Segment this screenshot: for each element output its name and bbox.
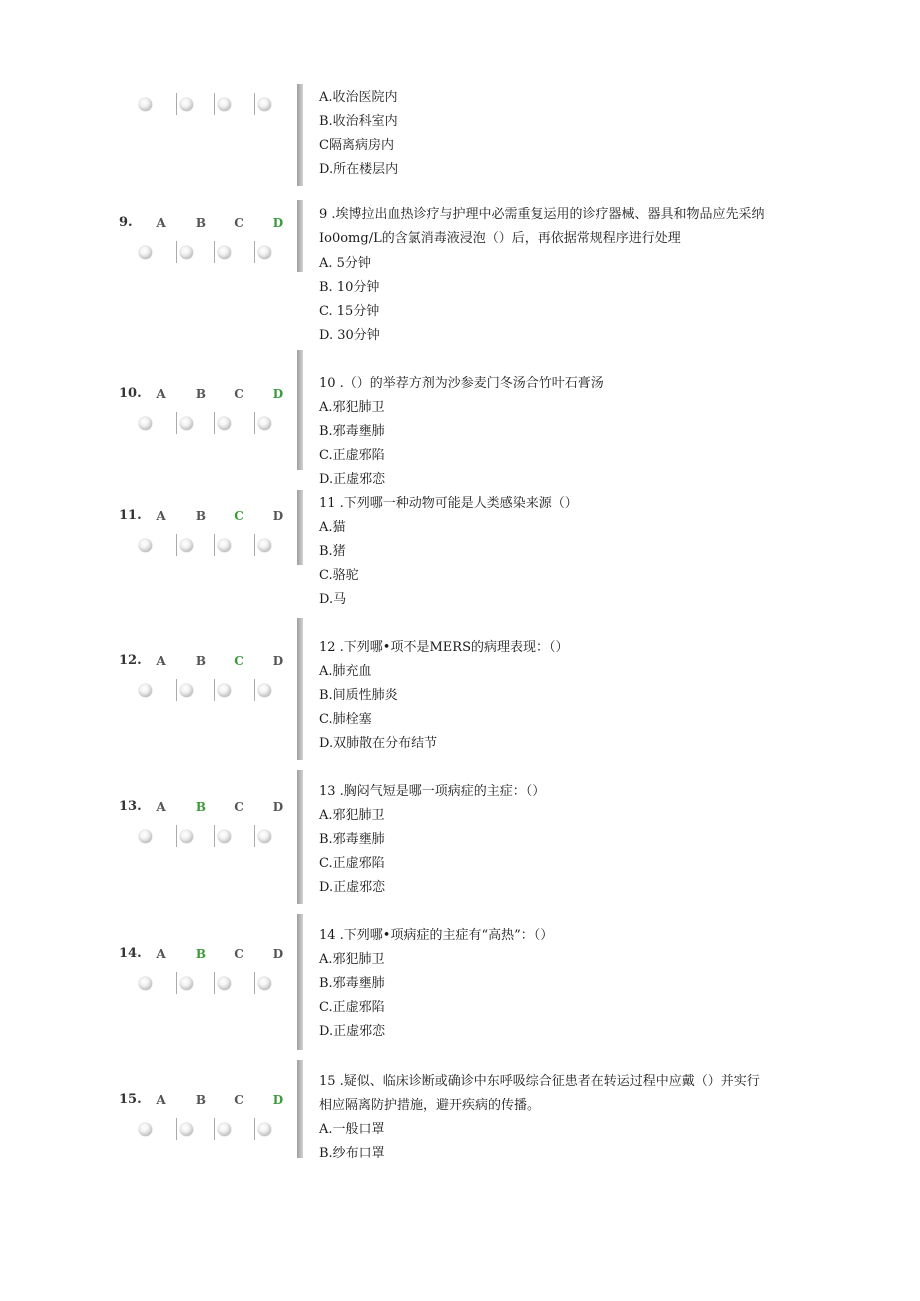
question-separator-bar — [297, 490, 303, 565]
radio-option-b[interactable] — [180, 977, 193, 990]
radio-option-b[interactable] — [180, 1123, 193, 1136]
radio-option-c[interactable] — [218, 977, 231, 990]
radio-option-d[interactable] — [258, 417, 271, 430]
radio-divider — [254, 534, 255, 556]
answer-letter-c: C — [234, 654, 244, 668]
answer-letter-c: C — [234, 947, 244, 961]
answer-letter-c: C — [234, 800, 244, 814]
radio-option-d[interactable] — [258, 977, 271, 990]
answer-letter-b: B — [195, 216, 207, 230]
radio-divider — [176, 412, 177, 434]
question-text: 10 .（）的举荐方剂为沙参麦门冬汤合竹叶石膏汤 — [319, 376, 604, 391]
radio-option-a[interactable] — [139, 830, 152, 843]
question-text: 14 .下列哪•项病症的主症有“高热”：（） — [319, 928, 554, 943]
radio-option-d[interactable] — [258, 1123, 271, 1136]
question-number: 9. — [119, 215, 133, 230]
question-separator-bar — [297, 350, 303, 470]
radio-divider — [254, 679, 255, 701]
question-number: 12. — [119, 653, 142, 668]
radio-option-a[interactable] — [139, 98, 152, 111]
radio-option-d[interactable] — [258, 539, 271, 552]
answer-letter-c: C — [234, 216, 244, 230]
option-b: B.收治科室内 — [319, 114, 398, 129]
option-c: C隔离病房内 — [319, 138, 394, 153]
question-text: 相应隔离防护措施，避开疾病的传播。 — [319, 1098, 541, 1113]
option-c: C.肺栓塞 — [319, 712, 372, 727]
radio-divider — [254, 972, 255, 994]
question-separator-bar — [297, 84, 303, 186]
radio-divider — [176, 241, 177, 263]
option-b: B.猪 — [319, 544, 346, 559]
radio-divider — [176, 534, 177, 556]
answer-letter-a: A — [156, 1093, 166, 1107]
answer-letter-d: D — [272, 654, 284, 668]
option-d: D.双肺散在分布结节 — [319, 736, 438, 751]
answer-letter-d: D — [272, 800, 284, 814]
option-b: B. 10分钟 — [319, 280, 380, 295]
answer-letter-a: A — [156, 387, 166, 401]
radio-divider — [214, 825, 215, 847]
radio-divider — [176, 93, 177, 115]
radio-divider — [214, 1118, 215, 1140]
option-a: A.邪犯肺卫 — [319, 400, 385, 415]
option-b: B.邪毒壅肺 — [319, 424, 385, 439]
option-c: C.正虚邪陷 — [319, 1000, 385, 1015]
answer-letter-a: A — [156, 654, 166, 668]
radio-option-c[interactable] — [218, 684, 231, 697]
answer-letter-d: D — [272, 216, 284, 230]
radio-divider — [176, 679, 177, 701]
option-d: D.正虚邪恋 — [319, 472, 386, 487]
radio-option-c[interactable] — [218, 1123, 231, 1136]
answer-letter-a: A — [156, 509, 166, 523]
radio-option-a[interactable] — [139, 539, 152, 552]
radio-divider — [254, 825, 255, 847]
radio-option-a[interactable] — [139, 977, 152, 990]
radio-option-c[interactable] — [218, 830, 231, 843]
answer-letter-a: A — [156, 216, 166, 230]
question-separator-bar — [297, 770, 303, 904]
answer-letter-d: D — [272, 947, 284, 961]
answer-letter-c: C — [234, 387, 244, 401]
radio-option-a[interactable] — [139, 246, 152, 259]
radio-divider — [254, 241, 255, 263]
answer-letter-a: A — [156, 800, 166, 814]
option-a: A.邪犯肺卫 — [319, 952, 385, 967]
radio-divider — [176, 1118, 177, 1140]
radio-option-d[interactable] — [258, 246, 271, 259]
option-a: A.一般口罩 — [319, 1122, 385, 1137]
question-separator-bar — [297, 200, 303, 272]
answer-letter-c: C — [234, 509, 244, 523]
radio-divider — [214, 534, 215, 556]
question-text: 9 .埃博拉出血热诊疗与护理中必需重复运用的诊疗器械、器具和物品应先采纳 — [319, 207, 765, 222]
radio-option-a[interactable] — [139, 684, 152, 697]
answer-letter-d: D — [272, 387, 284, 401]
option-b: B.邪毒壅肺 — [319, 832, 385, 847]
radio-divider — [214, 412, 215, 434]
question-number: 11. — [119, 508, 142, 523]
radio-option-b[interactable] — [180, 684, 193, 697]
question-text: 13 .胸闷气短是哪一项病症的主症：（） — [319, 784, 546, 799]
answer-letter-b: B — [195, 509, 207, 523]
question-number: 10. — [119, 386, 142, 401]
question-separator-bar — [297, 618, 303, 760]
radio-divider — [176, 972, 177, 994]
radio-option-d[interactable] — [258, 830, 271, 843]
radio-option-c[interactable] — [218, 417, 231, 430]
option-a: A. 5分钟 — [319, 256, 371, 271]
question-text: Io0omg/L的含氯消毒液浸泡（）后，再依据常规程序进行处理 — [319, 231, 681, 246]
question-text: 12 .下列哪•项不是MERS的病理表现：（） — [319, 640, 569, 655]
answer-letter-d: D — [272, 1093, 284, 1107]
option-b: B.间质性肺炎 — [319, 688, 398, 703]
answer-letter-d: D — [272, 509, 284, 523]
answer-letter-b: B — [195, 387, 207, 401]
option-c: C. 15分钟 — [319, 304, 380, 319]
option-a: A.肺充血 — [319, 664, 372, 679]
radio-divider — [176, 825, 177, 847]
question-text: 15 .疑似、临床诊断或确诊中东呼吸综合征患者在转运过程中应戴（）并实行 — [319, 1074, 760, 1089]
radio-divider — [214, 93, 215, 115]
question-separator-bar — [297, 1060, 303, 1158]
radio-divider — [254, 93, 255, 115]
radio-divider — [214, 241, 215, 263]
radio-option-b[interactable] — [180, 98, 193, 111]
option-d: D.正虚邪恋 — [319, 1024, 386, 1039]
answer-letter-b: B — [195, 947, 207, 961]
radio-divider — [214, 679, 215, 701]
answer-letter-a: A — [156, 947, 166, 961]
question-text: 11 .下列哪一种动物可能是人类感染来源（） — [319, 496, 578, 511]
radio-option-d[interactable] — [258, 684, 271, 697]
radio-option-b[interactable] — [180, 539, 193, 552]
radio-divider — [214, 972, 215, 994]
answer-letter-b: B — [195, 1093, 207, 1107]
radio-option-c[interactable] — [218, 539, 231, 552]
radio-option-d[interactable] — [258, 98, 271, 111]
option-c: C.正虚邪陷 — [319, 856, 385, 871]
option-a: A.邪犯肺卫 — [319, 808, 385, 823]
question-number: 15. — [119, 1092, 142, 1107]
answer-letter-b: B — [195, 800, 207, 814]
radio-divider — [254, 412, 255, 434]
option-b: B.纱布口罩 — [319, 1146, 385, 1161]
radio-option-b[interactable] — [180, 417, 193, 430]
question-separator-bar — [297, 914, 303, 1050]
option-a: A.收治医院内 — [319, 90, 398, 105]
radio-option-b[interactable] — [180, 830, 193, 843]
question-number: 14. — [119, 946, 142, 961]
option-d: D.所在楼层内 — [319, 162, 399, 177]
question-number: 13. — [119, 799, 142, 814]
radio-option-b[interactable] — [180, 246, 193, 259]
radio-option-c[interactable] — [218, 98, 231, 111]
option-b: B.邪毒壅肺 — [319, 976, 385, 991]
radio-option-a[interactable] — [139, 1123, 152, 1136]
radio-divider — [254, 1118, 255, 1140]
answer-letter-b: B — [195, 654, 207, 668]
option-c: C.正虚邪陷 — [319, 448, 385, 463]
option-c: C.骆驼 — [319, 568, 359, 583]
radio-option-a[interactable] — [139, 417, 152, 430]
option-a: A.猫 — [319, 520, 346, 535]
option-d: D.马 — [319, 592, 347, 607]
answer-letter-c: C — [234, 1093, 244, 1107]
option-d: D. 30分钟 — [319, 328, 380, 343]
option-d: D.正虚邪恋 — [319, 880, 386, 895]
radio-option-c[interactable] — [218, 246, 231, 259]
